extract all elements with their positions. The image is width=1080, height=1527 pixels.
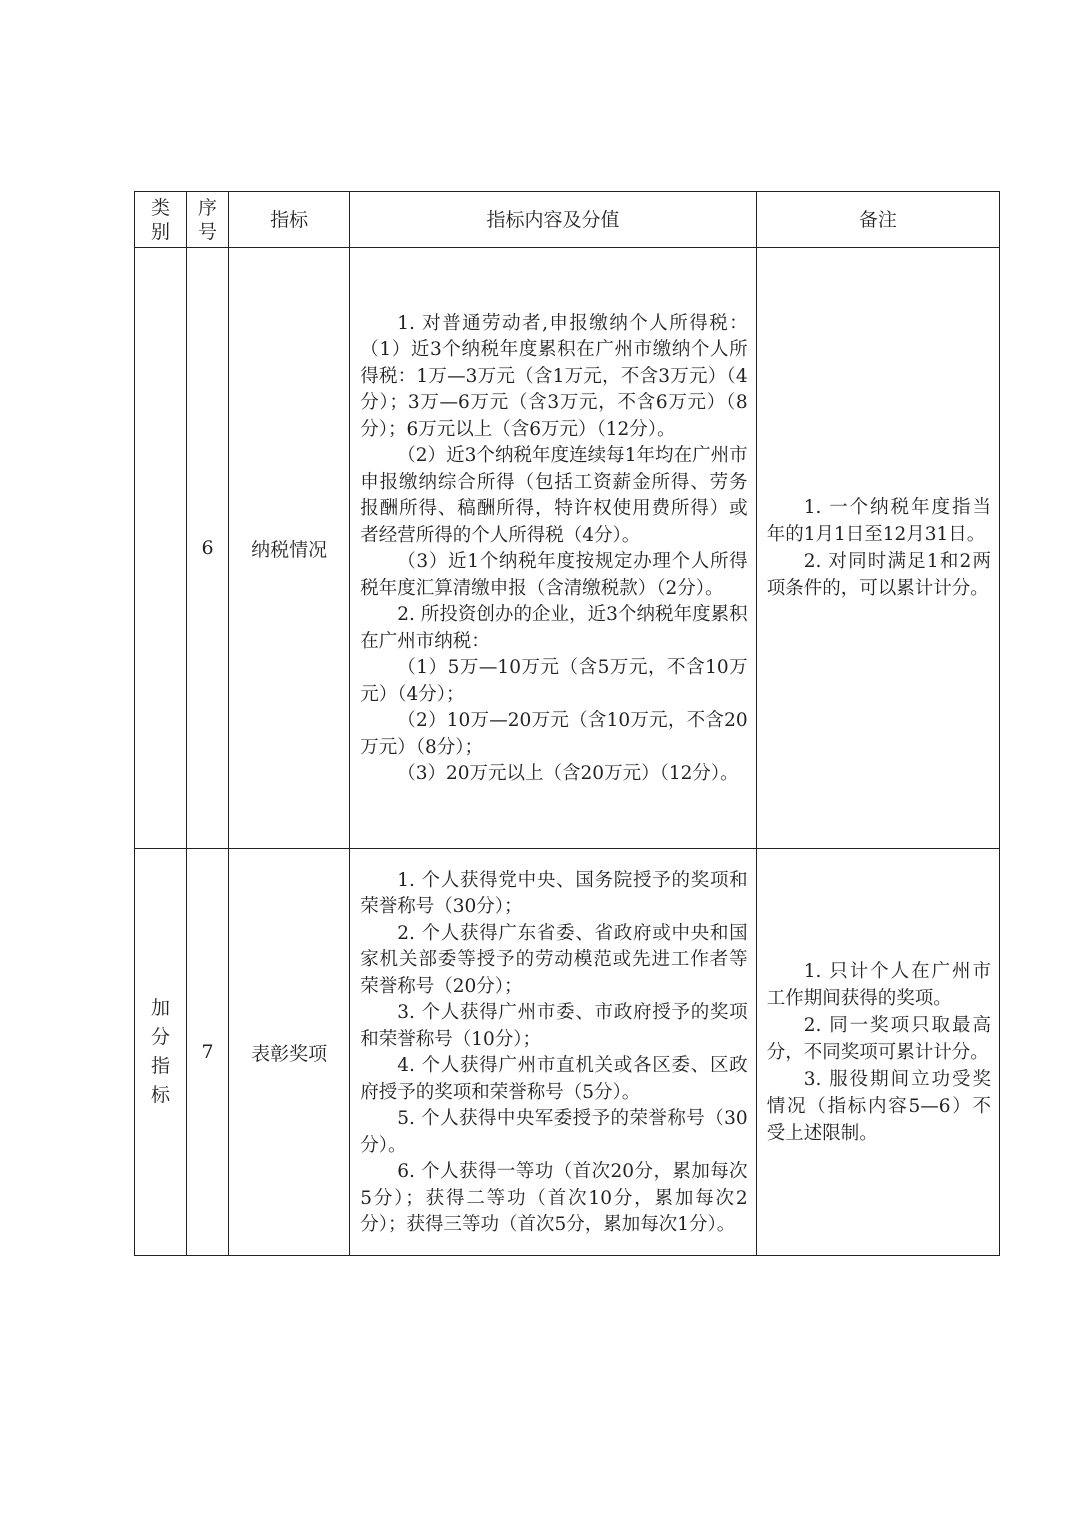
content-paragraph: （3）20万元以上（含20万元）（12分）。: [397, 763, 739, 784]
indicator-table: [134, 191, 1000, 1256]
remark-cell: [756, 849, 999, 1256]
content-paragraph: 5. 个人获得中央军委授予的荣誉称号（30分）。: [360, 1108, 748, 1156]
remark-paragraph: 2. 同一奖项只取最高分，不同奖项可累计计分。: [766, 1014, 991, 1063]
category-cell: [135, 248, 187, 849]
table-header-row: [135, 192, 1000, 248]
header-remark: 备注: [756, 192, 999, 248]
seq-cell: 6: [187, 248, 229, 849]
content-cell: [350, 248, 756, 849]
header-seq: 序号: [187, 192, 229, 248]
remark-paragraph: 1. 只计个人在广州市工作期间获得的奖项。: [766, 960, 991, 1009]
content-paragraph: （2）近3个纳税年度连续每1年均在广州市申报缴纳综合所得（包括工资薪金所得、劳务报酬所得、稿酬所得，特许权使用费所得）或者经营所得的个人所得税（4分）。: [360, 445, 748, 546]
content-paragraph: 3. 个人获得广州市委、市政府授予的奖项和荣誉称号（10分）；: [360, 1002, 748, 1050]
content-paragraph: 1. 个人获得党中央、国务院授予的奖项和荣誉称号（30分）；: [360, 869, 748, 917]
category-cell: 加分指标: [135, 849, 187, 1256]
content-cell: [350, 849, 756, 1256]
header-category: 类别: [135, 192, 187, 248]
remark-cell: [756, 248, 999, 849]
remark-paragraph: 1. 一个纳税年度指当年的1月1日至12月31日。: [766, 497, 991, 545]
table-row: [135, 248, 1000, 849]
header-content: 指标内容及分值: [350, 192, 756, 248]
indicator-cell: 纳税情况: [229, 248, 350, 849]
content-paragraph: 2. 个人获得广东省委、省政府或中央和国家机关部委等授予的劳动模范或先进工作者等荣誉称号（20分）；: [360, 922, 748, 997]
content-paragraph: （2）10万—20万元（含10万元，不含20万元）（8分）；: [360, 710, 748, 758]
table-row: [135, 849, 1000, 1256]
remark-paragraph: 3. 服役期间立功受奖情况（指标内容5—6）不受上述限制。: [766, 1068, 991, 1144]
content-paragraph: 6. 个人获得一等功（首次20分，累加每次5分）；获得二等功（首次10分，累加每次2分）；获得三等功（首次5分，累加每次1分）。: [360, 1161, 748, 1235]
content-paragraph: （3）近1个纳税年度按规定办理个人所得税年度汇算清缴申报（含清缴税款）（2分）。: [360, 551, 748, 599]
indicator-cell: 表彰奖项: [229, 849, 350, 1256]
content-paragraph: 1. 对普通劳动者,申报缴纳个人所得税：（1）近3个纳税年度累积在广州市缴纳个人所得税：1万—3万元（含1万元，不含3万元）（4分）；3万—6万元（含3万元，不含6万元）（8分）；6万元以上（含6万元）（12分）。: [360, 312, 748, 440]
remark-paragraph: 2. 对同时满足1和2两项条件的，可以累计计分。: [766, 551, 991, 599]
content-paragraph: 4. 个人获得广州市直机关或各区委、区政府授予的奖项和荣誉称号（5分）。: [360, 1055, 748, 1103]
content-paragraph: 2. 所投资创办的企业，近3个纳税年度累积在广州市纳税：: [360, 604, 748, 652]
header-indicator: 指标: [229, 192, 350, 248]
content-paragraph: （1）5万—10万元（含5万元，不含10万元）（4分）；: [360, 657, 748, 705]
seq-cell: 7: [187, 849, 229, 1256]
